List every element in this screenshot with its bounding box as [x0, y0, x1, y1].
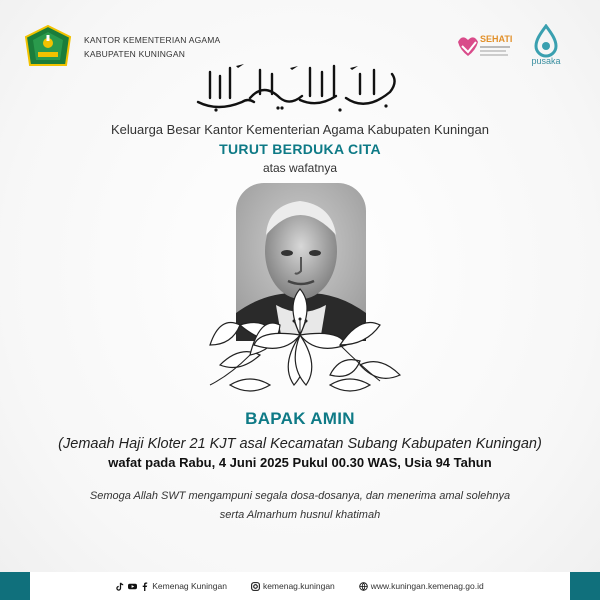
- family-intro: Keluarga Besar Kantor Kementerian Agama Kabupaten Kuningan: [111, 122, 489, 137]
- deceased-name: BAPAK AMIN: [245, 409, 355, 428]
- instagram-icon: [251, 582, 260, 591]
- sehati-logo: [452, 26, 516, 66]
- footer-links: [30, 574, 570, 598]
- kemenag-logo: [24, 25, 72, 67]
- deceased-detail: (Jemaah Haji Kloter 21 KJT asal Kecamatan Subang Kabupaten Kuningan): [58, 436, 542, 452]
- footer-social-name: Kemenag Kuningan: [152, 581, 227, 591]
- prayer-line-1: Semoga Allah SWT mengampuni segala dosa-dosanya, dan menerima amal solehnya: [89, 490, 511, 502]
- youtube-icon: [128, 582, 137, 591]
- office-line-2: KABUPATEN KUNINGAN: [84, 49, 186, 59]
- condolence-sub: atas wafatnya: [262, 161, 338, 175]
- footer-instagram[interactable]: [251, 581, 335, 591]
- footer-instagram-handle: kemenag.kuningan: [262, 581, 335, 591]
- prayer-line-2: serta Almarhum husnul khatimah: [219, 509, 381, 521]
- office-line-1: KANTOR KEMENTERIAN AGAMA: [84, 35, 221, 45]
- globe-icon: [359, 582, 368, 591]
- pusaka-label: pusaka: [531, 56, 561, 66]
- arabic-calligraphy: [190, 62, 410, 122]
- condolence-heading: TURUT BERDUKA CITA: [219, 141, 381, 157]
- tiktok-icon: [116, 582, 125, 591]
- footer-website-url: www.kuningan.kemenag.go.id: [370, 581, 484, 591]
- facebook-icon: [140, 582, 149, 591]
- lily-flowers-decoration: [190, 285, 410, 400]
- death-info: wafat pada Rabu, 4 Juni 2025 Pukul 00.30 WAS, Usia 94 Tahun: [108, 455, 492, 470]
- footer-social[interactable]: [116, 581, 227, 591]
- prayer-text: [0, 487, 600, 525]
- office-name: [84, 33, 220, 61]
- footer-website[interactable]: [359, 581, 484, 591]
- svg-text:SEHATI: SEHATI: [480, 34, 513, 44]
